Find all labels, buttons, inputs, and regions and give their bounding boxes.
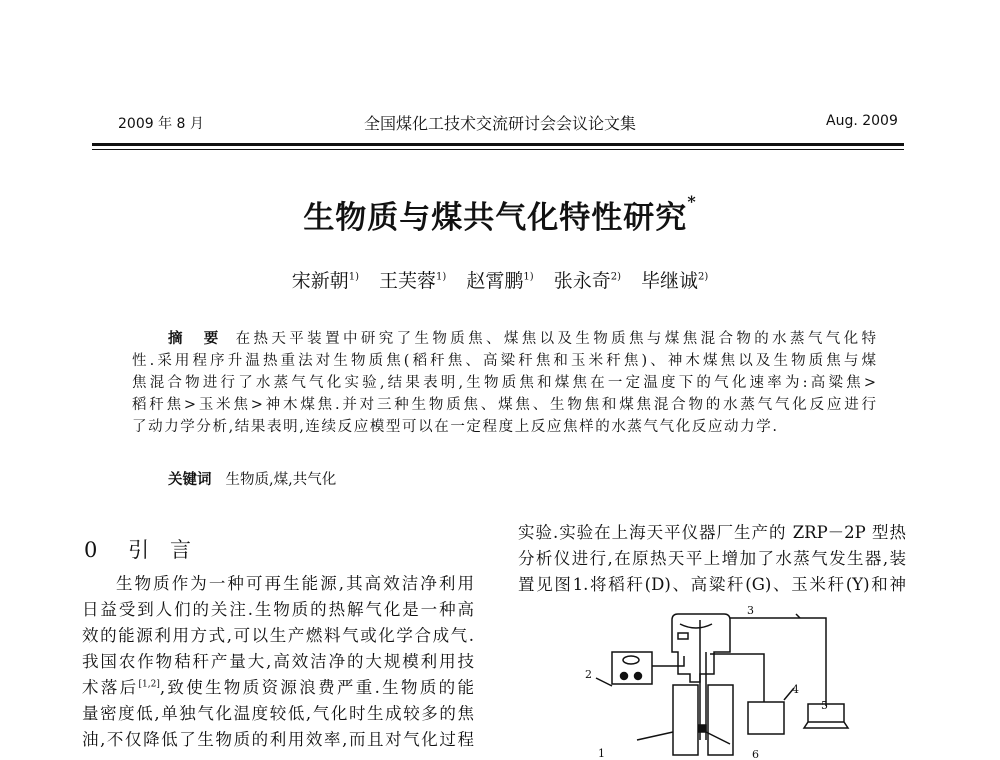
- apparatus-figure: [560, 600, 920, 760]
- author: 王芙蓉$^{1)}$: [379, 270, 447, 292]
- author: 张永奇$^{2)}$: [553, 270, 621, 292]
- author-list: [0, 266, 1000, 293]
- author: 毕继诚$^{2)}$: [641, 270, 709, 292]
- header-proceedings: 全国煤化工技术交流研讨会会议论文集: [363, 114, 636, 133]
- body-line: 油,不仅降低了生物质的利用效率,而且对气化过程: [82, 730, 474, 749]
- body-line: 效的能源利用方式,可以生产燃料气或化学合成气.: [82, 626, 474, 645]
- keywords: 关键词 生物质,煤,共气化: [168, 471, 337, 488]
- header-date: 2009 年 8 月: [118, 116, 204, 132]
- paper-title: 生物质与煤共气化特性研究*: [303, 192, 697, 236]
- header-date-en: Aug. 2009: [826, 113, 898, 129]
- header-rule-thin: [92, 149, 904, 150]
- header-rule: [92, 143, 904, 146]
- abstract-line: 性.采用程序升温热重法对生物质焦(稻秆焦、高粱秆焦和玉米秆焦)、神木煤焦以及生物质焦与煤: [132, 353, 876, 369]
- figure-label: 3: [747, 604, 754, 617]
- body-line: 实验.实验在上海天平仪器厂生产的 ZRP－2P 型热: [518, 523, 906, 542]
- abstract-line: 摘 要 在热天平装置中研究了生物质焦、煤焦以及生物质焦与煤焦混合物的水蒸气气化特: [168, 330, 877, 347]
- figure-label: 2: [585, 668, 592, 681]
- body-line: 量密度低,单独气化温度较低,气化时生成较多的焦: [82, 704, 474, 723]
- abstract-line: 焦混合物进行了水蒸气气化实验,结果表明,生物质焦和煤焦在一定温度下的气化速率为:高粱焦>: [132, 375, 876, 391]
- section-heading: 0 引 言: [84, 538, 192, 562]
- author: 赵霄鹏$^{1)}$: [466, 270, 534, 292]
- abstract-line: 稻秆焦>玉米焦>神木煤焦.并对三种生物质焦、煤焦、生物焦和煤焦混合物的水蒸气气化反应进行: [132, 397, 876, 413]
- body-line: 生物质作为一种可再生能源,其高效洁净利用: [116, 574, 474, 593]
- body-line: 术落后[1,2],致使生物质资源浪费严重.生物质的能: [82, 678, 474, 697]
- figure-label: 4: [792, 683, 799, 696]
- body-line: 分析仪进行,在原热天平上增加了水蒸气发生器,装: [518, 549, 906, 568]
- figure-label: 6: [752, 748, 759, 760]
- figure-label: 1: [598, 747, 605, 760]
- figure-label: 5: [821, 699, 828, 712]
- body-line: 日益受到人们的关注.生物质的热解气化是一种高: [82, 600, 474, 619]
- author: 宋新朝$^{1)}$: [291, 270, 359, 292]
- body-line: 置见图1.将稻秆(D)、高粱秆(G)、玉米秆(Y)和神: [518, 575, 906, 594]
- abstract-line: 了动力学分析,结果表明,连续反应模型可以在一定程度上反应焦样的水蒸气气化反应动力学.: [132, 419, 779, 435]
- body-line: 我国农作物秸秆产量大,高效洁净的大规模利用技: [82, 652, 474, 671]
